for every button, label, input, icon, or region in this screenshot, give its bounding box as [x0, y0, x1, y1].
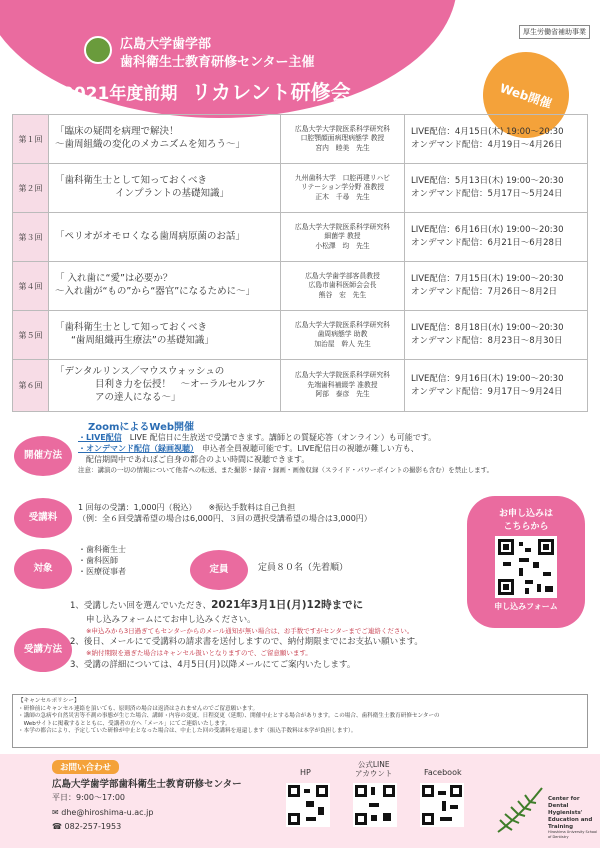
- qr-code-icon: [495, 536, 557, 598]
- mail-icon: ✉: [52, 808, 62, 817]
- capacity-text: 定員８０名（先着順）: [258, 563, 349, 573]
- target-label: 対象: [14, 549, 72, 589]
- table-row: 第４回 「 入れ歯に“愛”は必要か？ ～入れ歯が“もの”から“器官”になるために～」 広島大学歯学部客員教授 広島市歯科医師会会長 熊谷 宏 先生 LIVE配信：7月15日(木) 19:00～20:30 オンデマンド配信：7月26日～8月2日: [13, 262, 588, 311]
- contact-org: 広島大学歯学部歯科衛生士教育研修センター: [52, 779, 242, 790]
- method-label: 開催方法: [14, 436, 72, 476]
- apply-steps: 1、受講したい回を選んでいただき、2021年3月1日(月)12時までに 申し込みフォームにてお申し込みください。 ※申込みから3日過ぎてもセンターからのメール通知が無い場合は、お手数ですがセンターまでご連絡ください。 2、後日、メールにて受講料の請求書を送付しますので、納付期限までにお支払い願います。 ※納付期限を過ぎた場合はキャンセル扱いとなりますので、ご留意願います。 3、受講の詳細については、4月5日(月)以降メールにてご案内いたします。: [70, 599, 423, 670]
- contact-tel: ☎ 082-257-1953: [52, 822, 122, 831]
- web-badge: Web開催: [472, 41, 580, 149]
- table-row: 第２回 「歯科衛生士として知っておくべき インプラントの基礎知識」 九州歯科大学 口腔再建リハビ リテーション学分野 准教授 正木 千尋 先生 LIVE配信：5月13日(木) 19:00～20:30 オンデマンド配信：5月17日～5月24日: [13, 164, 588, 213]
- org-name: 広島大学歯学部: [120, 37, 212, 52]
- schedule-table: [12, 114, 588, 412]
- apply-label: 受講方法: [14, 628, 72, 672]
- org-host: 歯科衛生士教育研修センター主催: [120, 55, 315, 70]
- line-qr-icon[interactable]: [353, 783, 397, 827]
- zoom-heading: ZoomによるWeb開催: [88, 422, 195, 433]
- hp-qr-icon[interactable]: [286, 783, 330, 827]
- line-label: 公式LINE アカウント: [355, 760, 393, 778]
- subsidy-badge: 厚生労働省補助事業: [519, 25, 590, 39]
- table-row: 第６回 「デンタルリンス／マウスウォッシュの 目利き力を伝授！ ～オーラルセルフケアの達人になる～」 広島大学大学院医系科学研究科 先端歯科補綴学 准教授 阿部 泰彦 先生 LIVE配信：9月16日(木) 19:00～20:30 オンデマンド配信：9月17日～9月24日: [13, 360, 588, 412]
- cancel-policy: 【キャンセルポリシー】 ・研修前にキャンセル連絡を頂いても、原則済の場合は返済はされませんのでご留意願います。 ・講師の急病や自然災害等不測の事態が生じた場合、講師・内容の変更、日程変更（延期）、開催中止とする場合があります。この場合、歯科衛生士教育研修センターの Webサイトに掲載するとともに、受講者の方へ「メール」にてご連絡いたします。 ・本学の都合により、予定していた研修が中止となった場合は、中止した回の受講料を返還します（振込手数料は本学が負担します）。: [12, 694, 588, 748]
- facebook-label: Facebook: [424, 768, 462, 777]
- center-logo-text: Center for Dental Hygienists' Education and Training Hiroshima University School of Dentistry: [548, 796, 598, 839]
- facebook-qr-icon[interactable]: [420, 783, 464, 827]
- university-logo-icon: [84, 36, 112, 64]
- target-list: ・歯科衛生士 ・歯科医師 ・医療従事者: [78, 545, 126, 577]
- page-title: 2021年度前期 リカレント研修会: [62, 80, 351, 104]
- contact-hours: 平日：9:00～17:00: [52, 793, 126, 802]
- hp-label: HP: [300, 768, 311, 777]
- contact-email[interactable]: ✉ dhe@hiroshima-u.ac.jp: [52, 808, 154, 817]
- table-row: 第５回 「歯科衛生士として知っておくべき “歯周組織再生療法”の基礎知識」 広島大学大学院医系科学研究科 歯周病態学 助教 加治屋 幹人 先生 LIVE配信：8月18日(水) 19:00～20:30 オンデマンド配信：8月23日～8月30日: [13, 311, 588, 360]
- table-row: 第３回 「ペリオがオモロくなる歯周病原菌のお話」 広島大学大学院医系科学研究科 細菌学 教授 小松澤 均 先生 LIVE配信：6月16日(水) 19:00～20:30 オンデマンド配信：6月21日～6月28日: [13, 213, 588, 262]
- fee-text: 1 回毎の受講：1,000円（税込） ※振込手数料は自己負担 （例：全６回受講希望の場合は6,000円、３回の選択受講希望の場合は3,000円）: [78, 503, 372, 524]
- table-row: 第１回 「臨床の疑問を病理で解決！ ～歯周組織の変化のメカニズムを知ろう～」 広島大学大学院医系科学研究科 口腔顎顔面病理病態学 教授 宮内 睦美 先生 LIVE配信：4月15日(木) 19:00～20:30 オンデマンド配信：4月19日～4月26日: [13, 115, 588, 164]
- method-text: ・LIVE配信 LIVE 配信日に生放送で受講できます。講師との質疑応答（オンライン）も可能です。 ・オンデマンド配信（録画視聴） 申込者全員視聴可能です。LIVE配信日の視聴が難しい方も、 配信期間中であればご自身の都合のよい時間に視聴できます。 注意：講演の一切の情報について他者への転送、また撮影・録音・録画・画像収録（スライド・パワーポイントの撮影も含む）を禁止します。: [78, 433, 494, 474]
- application-form-qr[interactable]: お申し込みは こちらから 申し込みフォーム: [467, 496, 585, 628]
- leaf-logo-icon: [492, 782, 548, 838]
- fee-label: 受講料: [14, 498, 72, 538]
- contact-badge: お問い合わせ: [52, 760, 119, 774]
- capacity-label: 定員: [190, 550, 248, 590]
- phone-icon: ☎: [52, 822, 65, 831]
